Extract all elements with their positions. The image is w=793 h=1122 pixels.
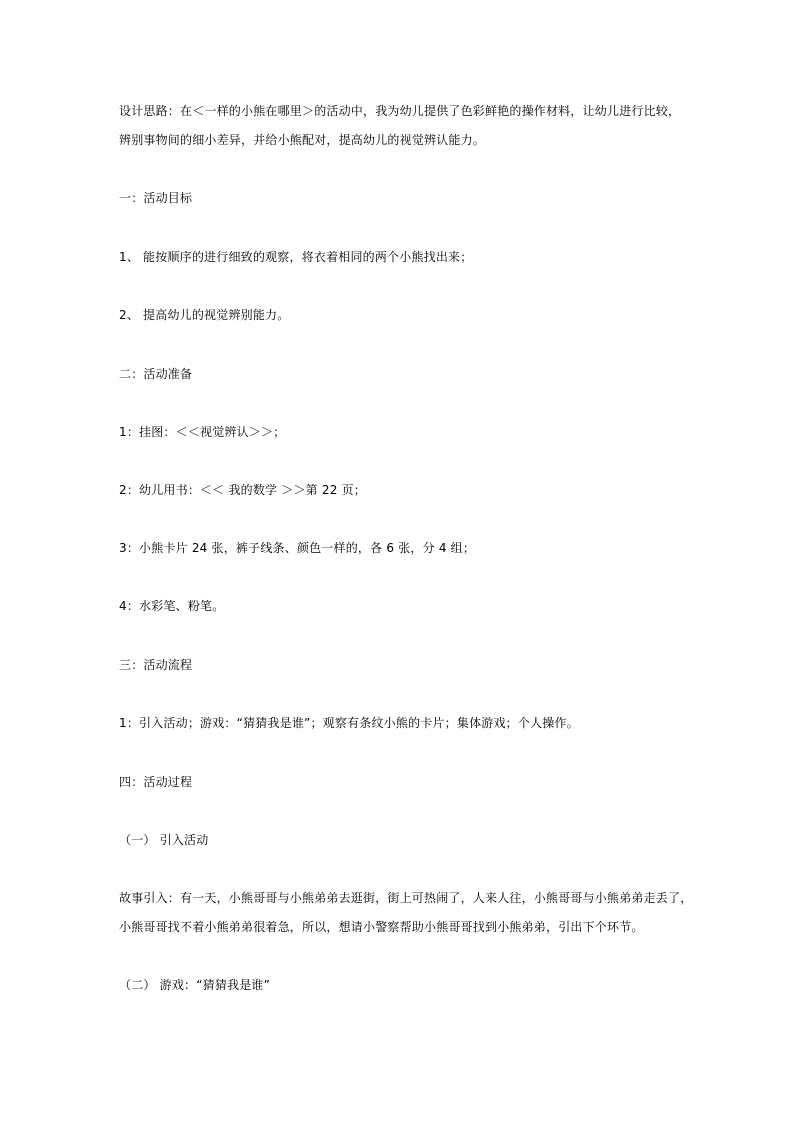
process-subheading-1: （一） 引入活动 <box>119 833 209 847</box>
goal-item-1: 1、 能按顺序的进行细致的观察，将衣着相同的两个小熊找出来； <box>119 250 473 264</box>
goal-item-2: 2、 提高幼儿的视觉辨别能力。 <box>119 308 290 322</box>
design-idea-line-2: 辨别事物间的细小差异，并给小熊配对，提高幼儿的视觉辨认能力。 <box>119 133 486 147</box>
process-subheading-2: （二） 游戏：“猜猜我是谁” <box>119 978 271 992</box>
preparation-item-4: 4：水彩笔、粉笔。 <box>119 599 225 613</box>
section-heading-goals: 一：活动目标 <box>119 191 193 205</box>
story-intro-line-2: 小熊哥哥找不着小熊弟弟很着急，所以，想请小警察帮助小熊哥哥找到小熊弟弟，引出下个环节。 <box>119 920 644 934</box>
section-heading-flow: 三：活动流程 <box>119 658 193 672</box>
story-intro-line-1: 故事引入：有一天，小熊哥哥与小熊弟弟去逛街，街上可热闹了，人来人往，小熊哥哥与小熊弟弟走丢了， <box>119 891 693 905</box>
design-idea-line-1: 设计思路：在＜一样的小熊在哪里＞的活动中，我为幼儿提供了色彩鲜艳的操作材料，让幼儿进行比较， <box>119 104 681 118</box>
preparation-item-1: 1：挂图：＜＜视觉辨认＞＞； <box>119 425 286 439</box>
flow-item-1: 1：引入活动；游戏：“猜猜我是谁”；观察有条纹小熊的卡片；集体游戏；个人操作。 <box>119 716 579 730</box>
preparation-item-2: 2：幼儿用书：＜＜ 我的数学 ＞＞第 22 页； <box>119 483 366 497</box>
section-heading-preparation: 二：活动准备 <box>119 367 193 381</box>
preparation-item-3: 3：小熊卡片 24 张，裤子线条、颜色一样的，各 6 张，分 4 组； <box>119 541 476 555</box>
section-heading-process: 四：活动过程 <box>119 775 193 789</box>
